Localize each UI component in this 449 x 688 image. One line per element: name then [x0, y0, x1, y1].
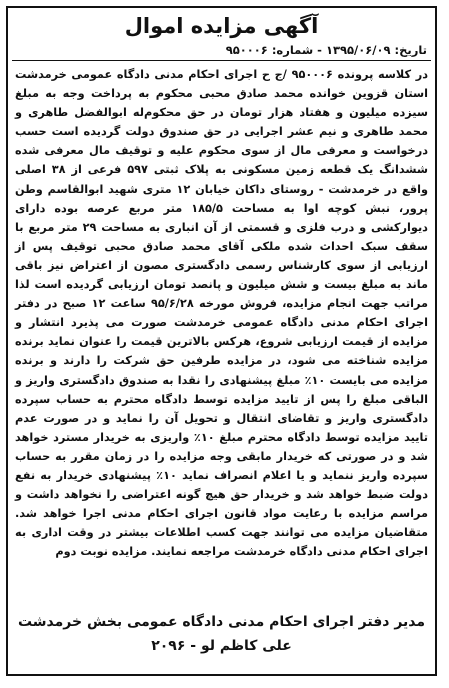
- notice-frame: [6, 6, 437, 676]
- notice-body-text: در کلاسه پرونده ۹۵۰۰۰۶ /ج ح اجرای احکام مدنی دادگاه عمومی خرمدشت استان قزوین خوانده محمد صادق محبی محکوم به پرداخت وجه به مبلغ سیزده میلیون و هفتاد هزار تومان در حق محکوم‌له ابوالفضل طاهری و محمد طاهری و نیم عشر اجرایی در حق صندوق دولت گردیده است حسب درخواست و معرفی مال از سوی محکوم علیه و توقیف مال معرفی شده ششدانگ یک قطعه زمین مسکونی به پلاک ثبتی ۵۹۷ فرعی از ۳۸ اصلی واقع در خرمدشت - روستای داکان خیابان ۱۲ متری شهید ابوالقاسم وطن پرور، نبش کوچه اوا به مساحت ۱۸۵/۵ متر مربع عرصه بوده دارای دیوارکشی و درب فلزی و قسمتی از آن انباری به مساحت ۲۹ متر مربع با سقف سبک احداث شده ملکی آقای محمد صادق محبی توقیف پس از ارزیابی از سوی کارشناس رسمی دادگستری مصون از اعتراض نیز باقی ماند به مبلغ بیست و شش میلیون و پانصد تومان ارزیابی گردیده است لذا مراتب جهت انجام مزایده، فروش مورخه ۹۵/۶/۲۸ ساعت ۱۲ صبح در دفتر اجرای احکام مدنی دادگاه عمومی خرمدشت صورت می پذیرد انتشار و مزایده از قیمت ارزیابی شروع، هرکس بالاترین قیمت را عنوان نماید برنده مزایده شناخته می شود، در مزایده طرفین حق شرکت را دارند و برنده مزایده می بایست ۱۰٪ مبلغ پیشنهادی را نقدا به صندوق دادگستری واریز و الباقی مبلغ را پس از تایید مزایده توسط دادگاه محترم به حساب سپرده دادگستری واریز و تقاضای انتقال و تحویل آن را نماید و در صورت عدم تایید مزایده توسط دادگاه محترم مبلغ ۱۰٪ واریزی به خریدار مسترد خواهد شد و در صورتی که خریدار مابقی وجه مزایده را در زمان مقرر به حساب سپرده واریز ننماید و یا اعلام انصراف نماید ۱۰٪ پیشنهادی خریدار به نفع دولت ضبط خواهد شد و خریدار حق هیچ گونه اعتراضی را نخواهد داشت و مراسم مزایده با رعایت مواد قانون اجرای احکام مدنی اجرا خواهد شد. متقاضیان مزایده می توانند جهت کسب اطلاعات بیشتر در وقت اداری به اجرای احکام مدنی دادگاه خرمدشت مراجعه نمایند. مزایده نوبت دوم: [15, 68, 428, 559]
- signature-title: مدیر دفتر اجرای احکام مدنی دادگاه عمومی بخش خرمدشت: [17, 614, 426, 630]
- signature-name: علی کاظم لو - ۲۰۹۶: [151, 638, 292, 654]
- notice-title: آگهی مزایده اموال: [124, 14, 319, 38]
- notice-body: [8, 61, 435, 561]
- date-number-line: تاریخ: ۱۳۹۵/۰۶/۰۹ - شماره: ۹۵۰۰۰۶: [12, 41, 431, 61]
- signature-block: [8, 610, 435, 658]
